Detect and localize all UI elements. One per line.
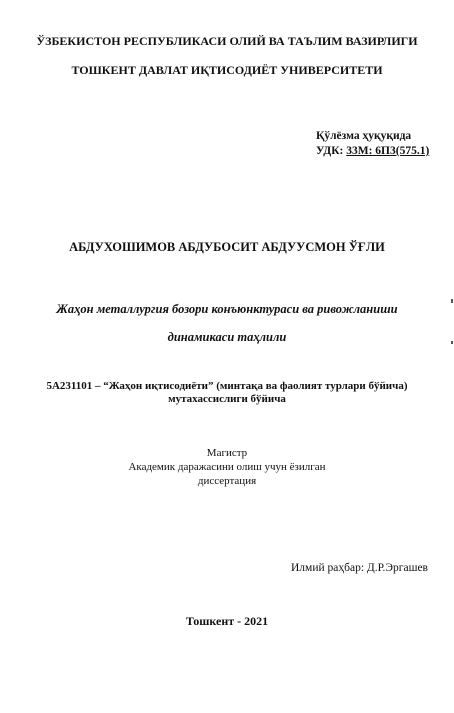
degree-line-1: Магистр xyxy=(206,447,248,459)
author-name: АБДУХОШИМОВ АБДУБОСИТ АБДУУСМОН ЎҒЛИ xyxy=(69,240,385,254)
udk-code: 33М: 6П3(575.1) xyxy=(346,145,430,157)
udk-prefix: УДК: xyxy=(316,145,347,157)
udk-line xyxy=(316,146,429,158)
ministry-heading: ЎЗБЕКИСТОН РЕСПУБЛИКАСИ ОЛИЙ ВА ТАЪЛИМ ВАЗИРЛИГИ xyxy=(36,34,418,48)
specialty-line-2: мутахассислиги бўйича xyxy=(168,393,286,405)
thesis-title-line-1: Жаҳон металлургия бозори конъюнктураси ва ривожланиши xyxy=(56,302,398,316)
thesis-title-line-2: динамикаси таҳлили xyxy=(167,330,287,344)
supervisor: Илмий раҳбар: Д.Р.Эргашев xyxy=(291,562,428,574)
degree-line-3: диссертация xyxy=(197,475,257,487)
university-heading: ТОШКЕНТ ДАВЛАТ ИҚТИСОДИЁТ УНИВЕРСИТЕТИ xyxy=(71,63,383,77)
scan-edge-mark xyxy=(451,299,453,303)
scan-edge-mark xyxy=(451,341,453,344)
manuscript-rights-label: Қўлёзма ҳуқуқида xyxy=(316,130,412,142)
city-year: Тошкент - 2021 xyxy=(185,614,269,628)
specialty-line-1: 5А231101 – “Жаҳон иқтисодиёти” (минтақа ва фаолият турлари бўйича) xyxy=(46,380,408,392)
degree-line-2: Академик даражасини олиш учун ёзилган xyxy=(128,461,326,473)
